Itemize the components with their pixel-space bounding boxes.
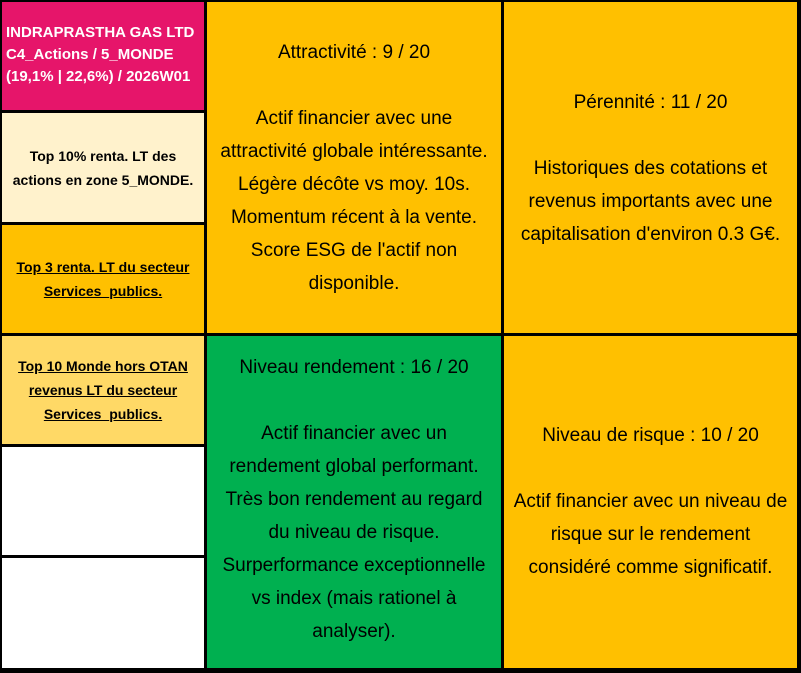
- attractivite-panel: [207, 2, 501, 333]
- rendement-line: Surperformance exceptionnelle: [222, 555, 486, 576]
- risque-title: Niveau de risque : 10 / 20: [542, 425, 759, 446]
- rendement-line: analyser).: [312, 621, 396, 642]
- risque-line: considéré comme significatif.: [528, 557, 773, 578]
- badge-top10-monde-line3: Services_publics.: [43, 406, 163, 422]
- empty-cell-1: [2, 447, 204, 555]
- perennite-line: revenus importants avec une: [528, 191, 773, 212]
- rendement-title: Niveau rendement : 16 / 20: [239, 357, 469, 378]
- perennite-line: Historiques des cotations et: [533, 158, 768, 179]
- risque-panel-empty-area: [504, 590, 797, 668]
- rendement-line: Très bon rendement au regard: [225, 489, 483, 510]
- attractivite-line: disponible.: [308, 273, 400, 294]
- badge-top10-zone-line1: Top 10% renta. LT des: [29, 147, 177, 164]
- rendement-panel: [207, 336, 501, 668]
- badge-top10-zone-line2: actions en zone 5_MONDE.: [12, 171, 194, 188]
- badge-top10-monde-line2: revenus LT du secteur: [28, 382, 178, 398]
- perennite-panel: [504, 2, 797, 333]
- badge-top10-monde: [2, 336, 204, 444]
- asset-period: (19,1% | 22,6%) / 2026W01: [6, 68, 191, 85]
- asset-header: [2, 2, 204, 110]
- badge-top3-sector-line2: Services_publics.: [43, 283, 163, 299]
- rendement-line: du niveau de risque.: [268, 522, 440, 543]
- badge-top10-monde-line1: Top 10 Monde hors OTAN: [18, 358, 188, 374]
- risque-panel: [504, 336, 797, 590]
- risque-line: Actif financier avec un niveau de: [513, 491, 788, 512]
- attractivite-line: attractivité globale intéressante.: [220, 141, 488, 162]
- rendement-line: Actif financier avec un: [261, 423, 447, 444]
- risque-line: risque sur le rendement: [550, 524, 751, 545]
- attractivite-title: Attractivité : 9 / 20: [277, 42, 431, 63]
- rendement-line: rendement global performant.: [229, 456, 479, 477]
- attractivite-line: Légère décôte vs moy. 10s.: [238, 174, 470, 195]
- badge-top10-zone: [2, 113, 204, 222]
- badge-top3-sector: [2, 225, 204, 333]
- asset-category: C4_Actions / 5_MONDE: [6, 46, 174, 63]
- attractivite-line: Score ESG de l'actif non: [250, 240, 458, 261]
- attractivite-line: Actif financier avec une: [255, 108, 453, 129]
- asset-name: INDRAPRASTHA GAS LTD: [6, 24, 195, 41]
- attractivite-line: Momentum récent à la vente.: [230, 207, 478, 228]
- perennite-title: Pérennité : 11 / 20: [573, 92, 728, 113]
- perennite-line: capitalisation d'environ 0.3 G€.: [520, 224, 781, 245]
- badge-top3-sector-line1: Top 3 renta. LT du secteur: [16, 259, 190, 275]
- empty-cell-2: [2, 558, 204, 668]
- rendement-line: vs index (mais rationel à: [251, 588, 457, 609]
